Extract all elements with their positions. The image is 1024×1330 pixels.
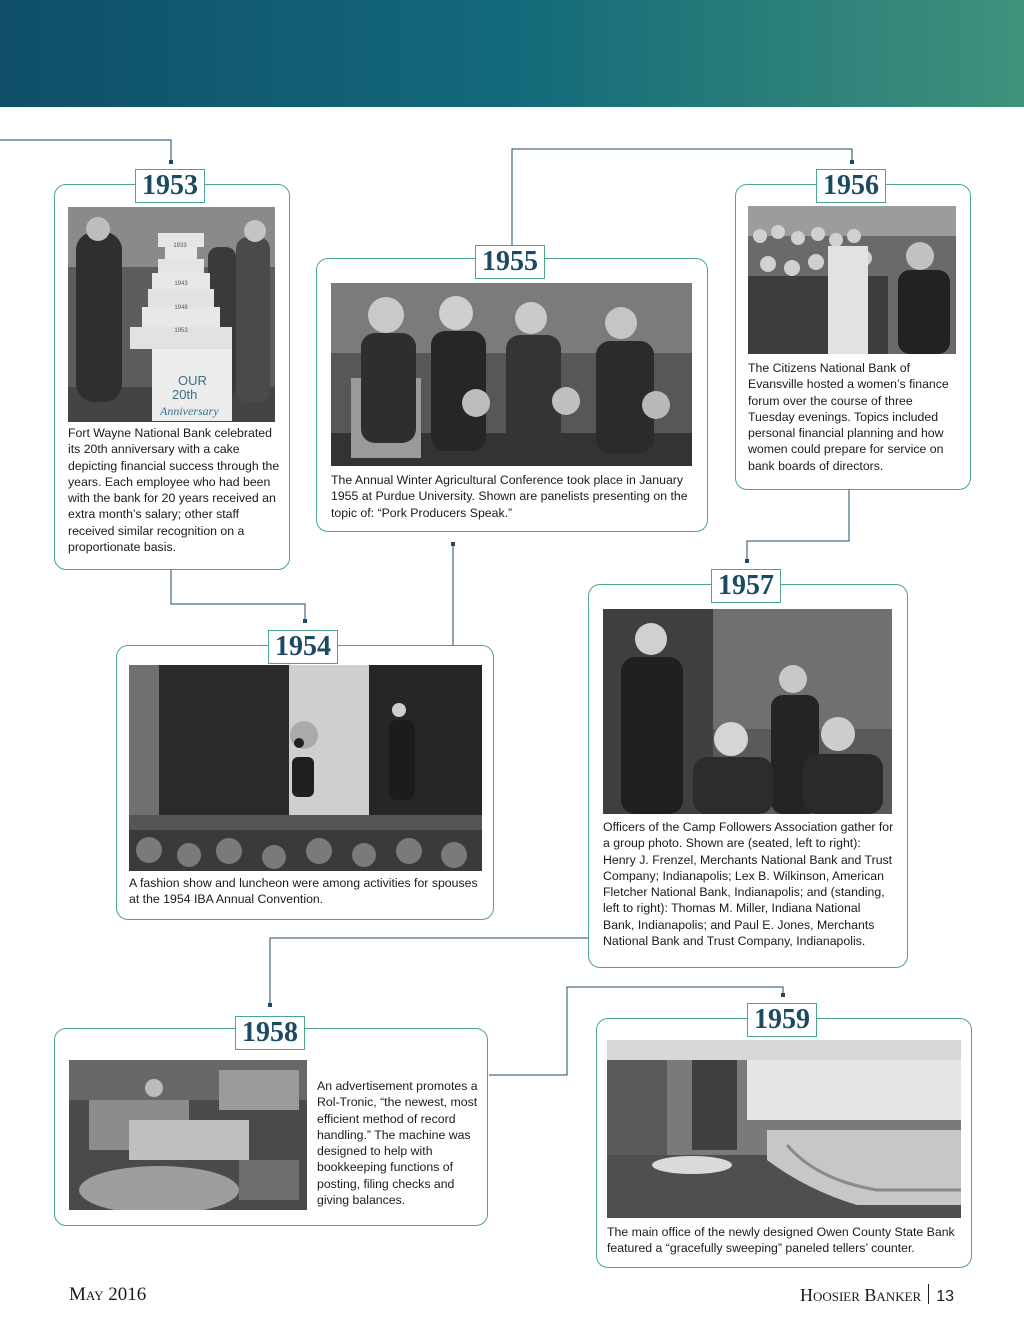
photo-anniversary-cake <box>68 207 275 422</box>
caption-1959: The main office of the newly designed Owen County State Bank featured a “gracefully sweeping” paneled tellers’ counter. <box>607 1225 955 1256</box>
cake-tier-1953: 1953 <box>174 328 188 334</box>
photo-fashion-show <box>129 665 482 871</box>
caption-1953: Fort Wayne National Bank celebrated its 20th anniversary with a cake depicting financial success through the years. Each employee who had been with the bank for 20 years received an extra month’s salary; other staff received similar recognition on a proportionate basis. <box>68 426 280 555</box>
publication-name: Hoosier Banker <box>799 1285 922 1305</box>
footer-issue-date: May 2016 <box>69 1284 147 1305</box>
photo-agricultural-conference <box>331 283 692 466</box>
footer-divider <box>928 1284 929 1304</box>
caption-1954: A fashion show and luncheon were among activities for spouses at the 1954 IBA Annual Convention. <box>129 876 478 907</box>
caption-1958: An advertisement promotes a Rol-Tronic, “the newest, most efficient method of record handling.” The machine was designed to help with bookkeeping functions of posting, filing checks and giving balances. <box>317 1079 478 1208</box>
cake-tier-1933: 1933 <box>173 243 187 249</box>
photo-camp-followers-officers <box>603 609 892 814</box>
footer-publication <box>800 1284 954 1306</box>
year-label-1954: 1954 <box>268 630 338 664</box>
photo-rol-tronic-ad <box>69 1060 307 1210</box>
year-label-1959: 1959 <box>747 1003 817 1037</box>
caption-1956: The Citizens National Bank of Evansville hosted a women’s finance forum over the course of three Tuesday evenings. Topics included personal financial planning and how women could prepare for service on bank boards of directors. <box>748 361 949 473</box>
year-label-1958: 1958 <box>235 1016 305 1050</box>
year-label-1955: 1955 <box>475 245 545 279</box>
photo-womens-finance-forum <box>748 206 956 354</box>
cake-sign-anniversary: Anniversary <box>160 404 219 418</box>
cake-sign-20th: 20th <box>172 387 198 402</box>
cake-tier-1948: 1948 <box>174 305 188 311</box>
photo-owen-county-bank-office <box>607 1040 961 1218</box>
year-label-1957: 1957 <box>711 569 781 603</box>
cake-sign-our: OUR <box>178 373 207 388</box>
year-label-1953: 1953 <box>135 169 205 203</box>
page-number: 13 <box>936 1288 954 1305</box>
caption-1957: Officers of the Camp Followers Association gather for a group photo. Shown are (seated, left to right): Henry J. Frenzel, Merchants National Bank and Trust Company; Indianapolis; Lex B. Wilkinson, American Fletcher National Bank, Indianapolis; and (standing, left to right): Thomas M. Miller, Indiana National Bank, Indianapolis; and Paul E. Jones, Merchants National Bank and Trust Company, Indianapolis. <box>603 820 894 949</box>
year-label-1956: 1956 <box>816 169 886 203</box>
cake-tier-1943: 1943 <box>174 281 188 287</box>
caption-1955: The Annual Winter Agricultural Conference took place in January 1955 at Purdue University. Shown are panelists presenting on the topic of: “Pork Producers Speak.” <box>331 473 688 520</box>
